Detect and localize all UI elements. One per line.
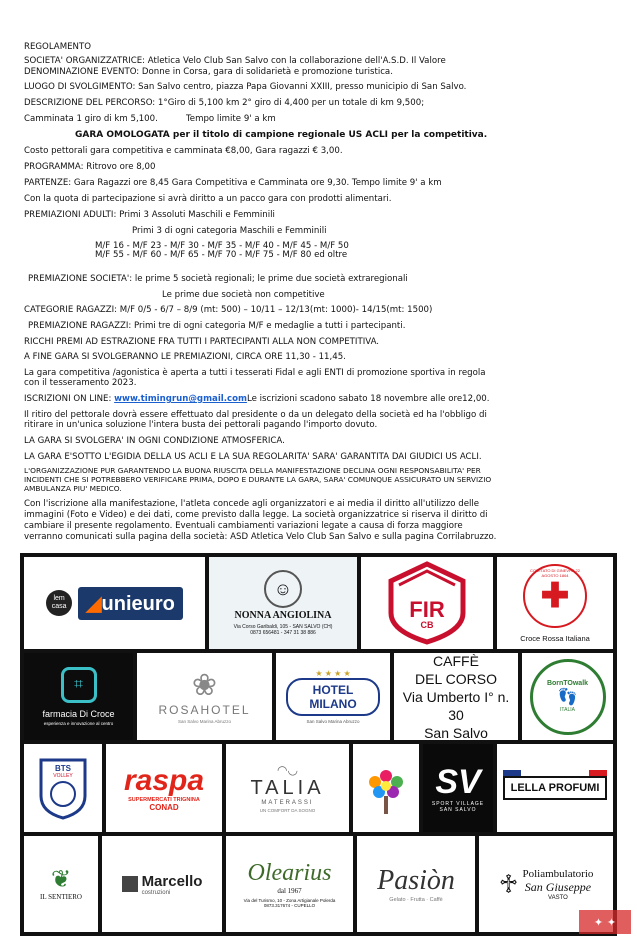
- society-prizes-line: PREMIAZIONE SOCIETA': le prime 5 società regionali; le prime due società extraregionali: [28, 274, 408, 284]
- stars-icon: ★ ★ ★ ★: [315, 669, 351, 678]
- lella-blue-bar: [503, 770, 521, 776]
- talia-sub: MATERASSI: [261, 800, 314, 806]
- lemcasa-logo: lem casa: [46, 590, 72, 616]
- raspa-name: raspa: [123, 763, 205, 797]
- bts-name: BTS: [55, 764, 71, 773]
- sv-sub: SPORT VILLAGE SAN SALVO: [431, 801, 485, 813]
- pasion-sub: Gelato · Frutta · Caffè: [389, 897, 443, 903]
- sponsor-flower-logo: [353, 744, 419, 832]
- privacy-line-4: verranno comunicati sulla pagina della società: ASD Atletica Velo Club San Salvo e sulla pagina Corrilabruzzo.: [24, 532, 497, 542]
- course-line: DESCRIZIONE DEL PERCORSO: 1°Giro di 5,100 km 2° giro di 4,400 per un totale di km 9,500;: [24, 98, 425, 108]
- cri-emblem: [523, 564, 587, 628]
- lella-box: [503, 776, 608, 800]
- eligibility-line-1: La gara competitiva /agonistica è aperta a tutti i tesserati Fidal e agli ENTI di promozione sportiva in regola: [24, 368, 486, 378]
- sponsor-hotel-milano: [276, 653, 390, 740]
- walk-time-limit: Tempo limite 9' a km: [186, 114, 276, 124]
- poli-line-1: Poliambulatorio: [522, 867, 594, 880]
- sponsor-lella-profumi: [497, 744, 613, 832]
- cri-ring-text: COMITATO DI GINEVRA 22 AGOSTO 1864: [529, 567, 580, 578]
- registration-deadline: Le iscrizioni scadono sabato 18 novembre alle ore12,00.: [246, 394, 490, 404]
- sv-logo: SV: [435, 763, 481, 801]
- talia-flame-icon: ◠◡: [277, 763, 298, 777]
- bib-pickup-line-2: ritirare in un'unica soluzione l'intera busta dei pettorali pagando l'importo dovuto.: [24, 420, 378, 430]
- poli-line-3: VASTO: [548, 894, 568, 901]
- olearius-phone: 0873.317674 - CUPELLO: [263, 903, 316, 908]
- unieuro-logo: ◢unieuro: [78, 587, 183, 620]
- marcello-name: Marcello: [141, 872, 203, 890]
- raffle-line: RICCHI PREMI AD ESTRAZIONE FRA TUTTI I PARTECIPANTI ALLA NON COMPETITIVA.: [24, 337, 380, 347]
- eligibility-line-2: con il tesseramento 2023.: [24, 378, 137, 388]
- sponsor-borntowalk: [522, 653, 613, 740]
- nonna-address: Via Corso Garibaldi, 105 - SAN SALVO (CH): [233, 624, 333, 630]
- olearius-name: Olearius: [247, 860, 332, 886]
- sponsor-caffe-del-corso: [394, 653, 518, 740]
- registration-label: ISCRIZIONI ON LINE:: [24, 394, 115, 404]
- olearius-address: Via del Turismo, 10 - Zona Artigianale Polerda: [243, 898, 336, 903]
- poli-line-2: San Giuseppe: [524, 879, 592, 894]
- sentiero-name: IL SENTIERO: [40, 893, 82, 901]
- caffe-line-2: DEL CORSO: [415, 670, 497, 687]
- privacy-line-2: immagini (Foto e Video) e dei dati, come previsto dalla legge. La società organizzatrice si riserva il diritto di: [24, 510, 488, 520]
- sponsor-raspa: [106, 744, 222, 832]
- disclaimer-line-1: L'ORGANIZZAZIONE PUR GARANTENDO LA BUONA RIUSCITA DELLA MANIFESTAZIONE DECLINA OGNI RESPONSABILITA' PER: [24, 466, 481, 475]
- nonna-name: NONNA ANGIOLINA: [234, 610, 332, 621]
- bts-sub: VOLLEY: [53, 773, 73, 779]
- caffe-line-3: Via Umberto I° n. 30: [402, 688, 510, 723]
- rosahotel-sub: San Salvo Marina Abruzzo: [177, 719, 232, 724]
- cri-name: Croce Rossa Italiana: [520, 633, 590, 643]
- organizer-line: SOCIETA' ORGANIZZATRICE: Atletica Velo Club San Salvo con la collaborazione dell'A.S.D. Il Valore: [24, 56, 446, 66]
- categories-line-2: M/F 55 - M/F 60 - M/F 65 - M/F 70 - M/F 75 - M/F 80 ed oltre: [95, 250, 348, 260]
- farmacia-tagline: esperienza e innovazione al centro: [43, 721, 114, 726]
- privacy-line-1: Con l'iscrizione alla manifestazione, l'atleta concede agli organizzatori e ai media il diritto all'utilizzo delle: [24, 499, 480, 509]
- sponsor-croce-rossa: [497, 557, 613, 649]
- disclaimer-line-3: AMBULANZA PIU' MEDICO.: [24, 484, 122, 493]
- sponsor-farmacia: [24, 653, 133, 740]
- start-line: PARTENZE: Gara Ragazzi ore 8,45 Gara Competitiva e Camminata ore 9,30. Tempo limite 9' a km: [24, 178, 442, 188]
- pasion-name: Pasiòn: [377, 865, 455, 896]
- caffe-line-4: San Salvo: [424, 724, 488, 740]
- regolamento-title: REGOLAMENTO: [24, 42, 91, 52]
- sprout-icon: ❦: [50, 866, 72, 893]
- hotel-milano-name: HOTEL MILANO: [286, 678, 380, 716]
- farmacia-name: farmacia Di Croce: [42, 709, 115, 719]
- adult-prizes-line: PREMIAZIONI ADULTI: Primi 3 Assoluti Maschili e Femminili: [24, 210, 275, 220]
- acli-line: LA GARA E'SOTTO L'EGIDIA DELLA US ACLI E LA SUA REGOLARITA' SARA' GARANTITA DAI GIUDICI US ACLI.: [24, 452, 482, 462]
- farmacia-icon: ⌗: [61, 667, 97, 703]
- bib-pickup-line-1: Il ritiro del pettorale dovrà essere effettuato dal presidente o da un delegato della società ed ha l'obbligo di: [24, 410, 487, 420]
- category-prizes-line: Primi 3 di ogni categoria Maschili e Femminili: [132, 226, 327, 236]
- sponsor-nonna-angiolina: [209, 557, 357, 649]
- sponsor-lemcasa-unieuro: [24, 557, 205, 649]
- walk-line: Camminata 1 giro di km 5,100.: [24, 114, 158, 124]
- olearius-since: dal 1967: [277, 887, 302, 895]
- raspa-conad: CONAD: [149, 802, 179, 812]
- red-cross-icon: ✚: [540, 576, 570, 615]
- footprint-icon: 👣: [557, 689, 578, 706]
- raspa-sub: SUPERMERCATI TRIGNINA: [128, 796, 200, 803]
- saint-figure-icon: ♱: [498, 868, 519, 899]
- sponsor-grid: [20, 553, 617, 936]
- sponsor-sport-village: [423, 744, 493, 832]
- rosahotel-name: ROSAHOTEL: [158, 703, 251, 717]
- noncompetitive-society-line: Le prime due società non competitive: [162, 290, 325, 300]
- sponsor-marcello: [102, 836, 222, 932]
- sponsor-fir: [361, 557, 493, 649]
- fir-text: FIR: [409, 597, 445, 622]
- lella-name: LELLA PROFUMI: [510, 782, 600, 794]
- sponsor-rosahotel: [137, 653, 272, 740]
- fir-sub: CB: [420, 620, 434, 630]
- homologation-line: GARA OMOLOGATA per il titolo di campione regionale US ACLI per la competitiva.: [75, 130, 488, 140]
- fees-line: Costo pettorali gara competitiva e camminata €8,00, Gara ragazzi € 3,00.: [24, 146, 343, 156]
- location-line: LUOGO DI SVOLGIMENTO: San Salvo centro, piazza Papa Giovanni XXIII, presso municipio di San Salvo.: [24, 82, 467, 92]
- categories-line-1: M/F 16 - M/F 23 - M/F 30 - M/F 35 - M/F 40 - M/F 45 - M/F 50: [95, 241, 349, 251]
- privacy-line-3: cambiare il presente regolamento. Eventuali cambiamenti variazioni legate a causa di forza maggiore: [24, 521, 463, 531]
- race-pack-line: Con la quota di partecipazione si avrà diritto a un pacco gara con prodotti alimentari.: [24, 194, 392, 204]
- hotel-milano-sub: San Salvo Marina Abruzzo: [306, 719, 360, 724]
- youth-prizes-line: PREMIAZIONE RAGAZZI: Primi tre di ogni categoria M/F e medaglie a tutti i partecipanti.: [28, 321, 406, 331]
- talia-tagline: UN COMFORT DA SOGNO: [259, 808, 316, 813]
- registration-line: [24, 394, 490, 405]
- talia-name: TALIA: [250, 777, 325, 799]
- event-name-line: DENOMINAZIONE EVENTO: Donne in Corsa, gara di solidarietà e promozione turistica.: [24, 67, 393, 77]
- borntowalk-badge: [530, 659, 606, 735]
- marcello-sub: costruzioni: [141, 889, 171, 896]
- sponsor-pasion: [357, 836, 475, 932]
- ceremony-line: A FINE GARA SI SVOLGERANNO LE PREMIAZIONI, CIRCA ORE 11,30 - 11,45.: [24, 352, 346, 362]
- borntowalk-sub: ITALIA: [560, 707, 575, 713]
- borntowalk-name: BornTOwalk: [546, 680, 589, 687]
- lella-red-bar: [589, 770, 607, 776]
- flower-tree-icon: [359, 758, 413, 818]
- sponsor-olearius: [226, 836, 353, 932]
- watermark-logo: ✦ ✦: [579, 910, 631, 934]
- building-icon: [122, 876, 138, 892]
- program-line: PROGRAMMA: Ritrovo ore 8,00: [24, 162, 156, 172]
- unieuro-text: unieuro: [101, 592, 175, 615]
- sponsor-il-sentiero: [24, 836, 98, 932]
- sponsor-bts-volley: [24, 744, 102, 832]
- rose-icon: ❀: [191, 669, 218, 702]
- sponsor-talia: [226, 744, 349, 832]
- youth-categories-line: CATEGORIE RAGAZZI: M/F 0/5 - 6/7 – 8/9 (mt: 500) – 10/11 – 12/13(mt: 1000)- 14/15(mt: 1500): [24, 305, 433, 315]
- caffe-line-1: CAFFÈ: [433, 653, 479, 669]
- nonna-portrait-icon: ☺: [264, 570, 302, 608]
- nonna-phone: 0873 656481 - 347 31 38 886: [250, 630, 316, 636]
- registration-link[interactable]: www.timingrun@gmail.com: [114, 394, 247, 404]
- disclaimer-line-2: INCIDENTI CHE SI POTREBBERO VERIFICARE PRIMA, DOPO E DURANTE LA GARA, SARA' COMUNQUE ASSICURATO UN SERVIZIO: [24, 475, 492, 484]
- weather-line: LA GARA SI SVOLGERA' IN OGNI CONDIZIONE ATMOSFERICA.: [24, 436, 285, 446]
